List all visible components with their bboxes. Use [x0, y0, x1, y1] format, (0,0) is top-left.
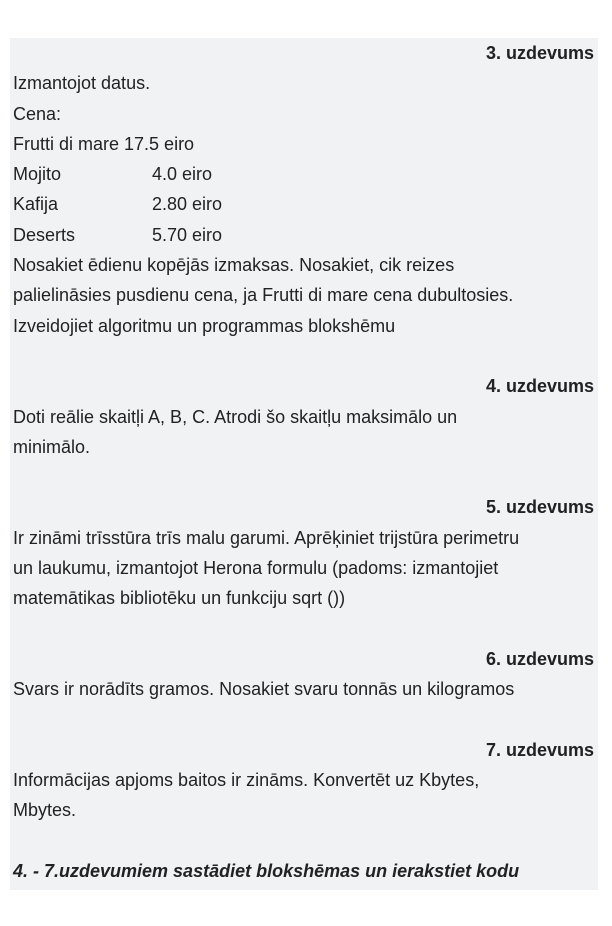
task3-text: Izveidojiet algoritmu un programmas blokshēmu [13, 315, 396, 336]
price-row [10, 220, 598, 250]
price-item: Mojito [13, 164, 62, 185]
task4-text: Doti reālie skaitļi A, B, C. Atrodi šo skaitļu maksimālo un [13, 406, 458, 427]
task7-text: Informācijas apjoms baitos ir zināms. Konvertēt uz Kbytes, [13, 770, 480, 791]
task7-text: Mbytes. [13, 800, 77, 821]
price-row [10, 159, 598, 189]
task6-heading: 6. uzdevums [485, 648, 594, 669]
price-row [10, 189, 598, 219]
price-label: Cena: [13, 103, 62, 124]
assignment-document [10, 38, 598, 890]
task5-text: matemātikas bibliotēku un funkciju sqrt ()) [13, 588, 346, 609]
task5-text: un laukumu, izmantojot Herona formulu (padoms: izmantojiet [13, 558, 499, 579]
task5-heading: 5. uzdevums [485, 497, 594, 518]
price-item: Deserts [13, 224, 76, 245]
task4-heading: 4. uzdevums [485, 376, 594, 397]
task5-text: Ir zināmi trīsstūra trīs malu garumi. Aprēķiniet trijstūra perimetru [13, 527, 520, 548]
task3-heading: 3. uzdevums [485, 43, 594, 63]
task3-intro: Izmantojot datus. [13, 73, 151, 94]
price-value: 4.0 eiro [152, 164, 213, 185]
task3-text: palielināsies pusdienu cena, ja Frutti di mare cena dubultosies. [13, 285, 514, 306]
price-frutti: Frutti di mare 17.5 eiro [13, 133, 195, 154]
price-value: 2.80 eiro [152, 194, 223, 215]
task7-heading: 7. uzdevums [485, 739, 594, 760]
final-instruction: 4. - 7.uzdevumiem sastādiet blokshēmas un ierakstiet kodu [13, 861, 520, 882]
task6-text: Svars ir norādīts gramos. Nosakiet svaru tonnās un kilogramos [13, 679, 515, 700]
task3-text: Nosakiet ēdienu kopējās izmaksas. Nosakiet, cik reizes [13, 255, 455, 276]
task4-text: minimālo. [13, 436, 91, 457]
price-item: Kafija [13, 194, 59, 215]
price-value: 5.70 eiro [152, 224, 223, 245]
